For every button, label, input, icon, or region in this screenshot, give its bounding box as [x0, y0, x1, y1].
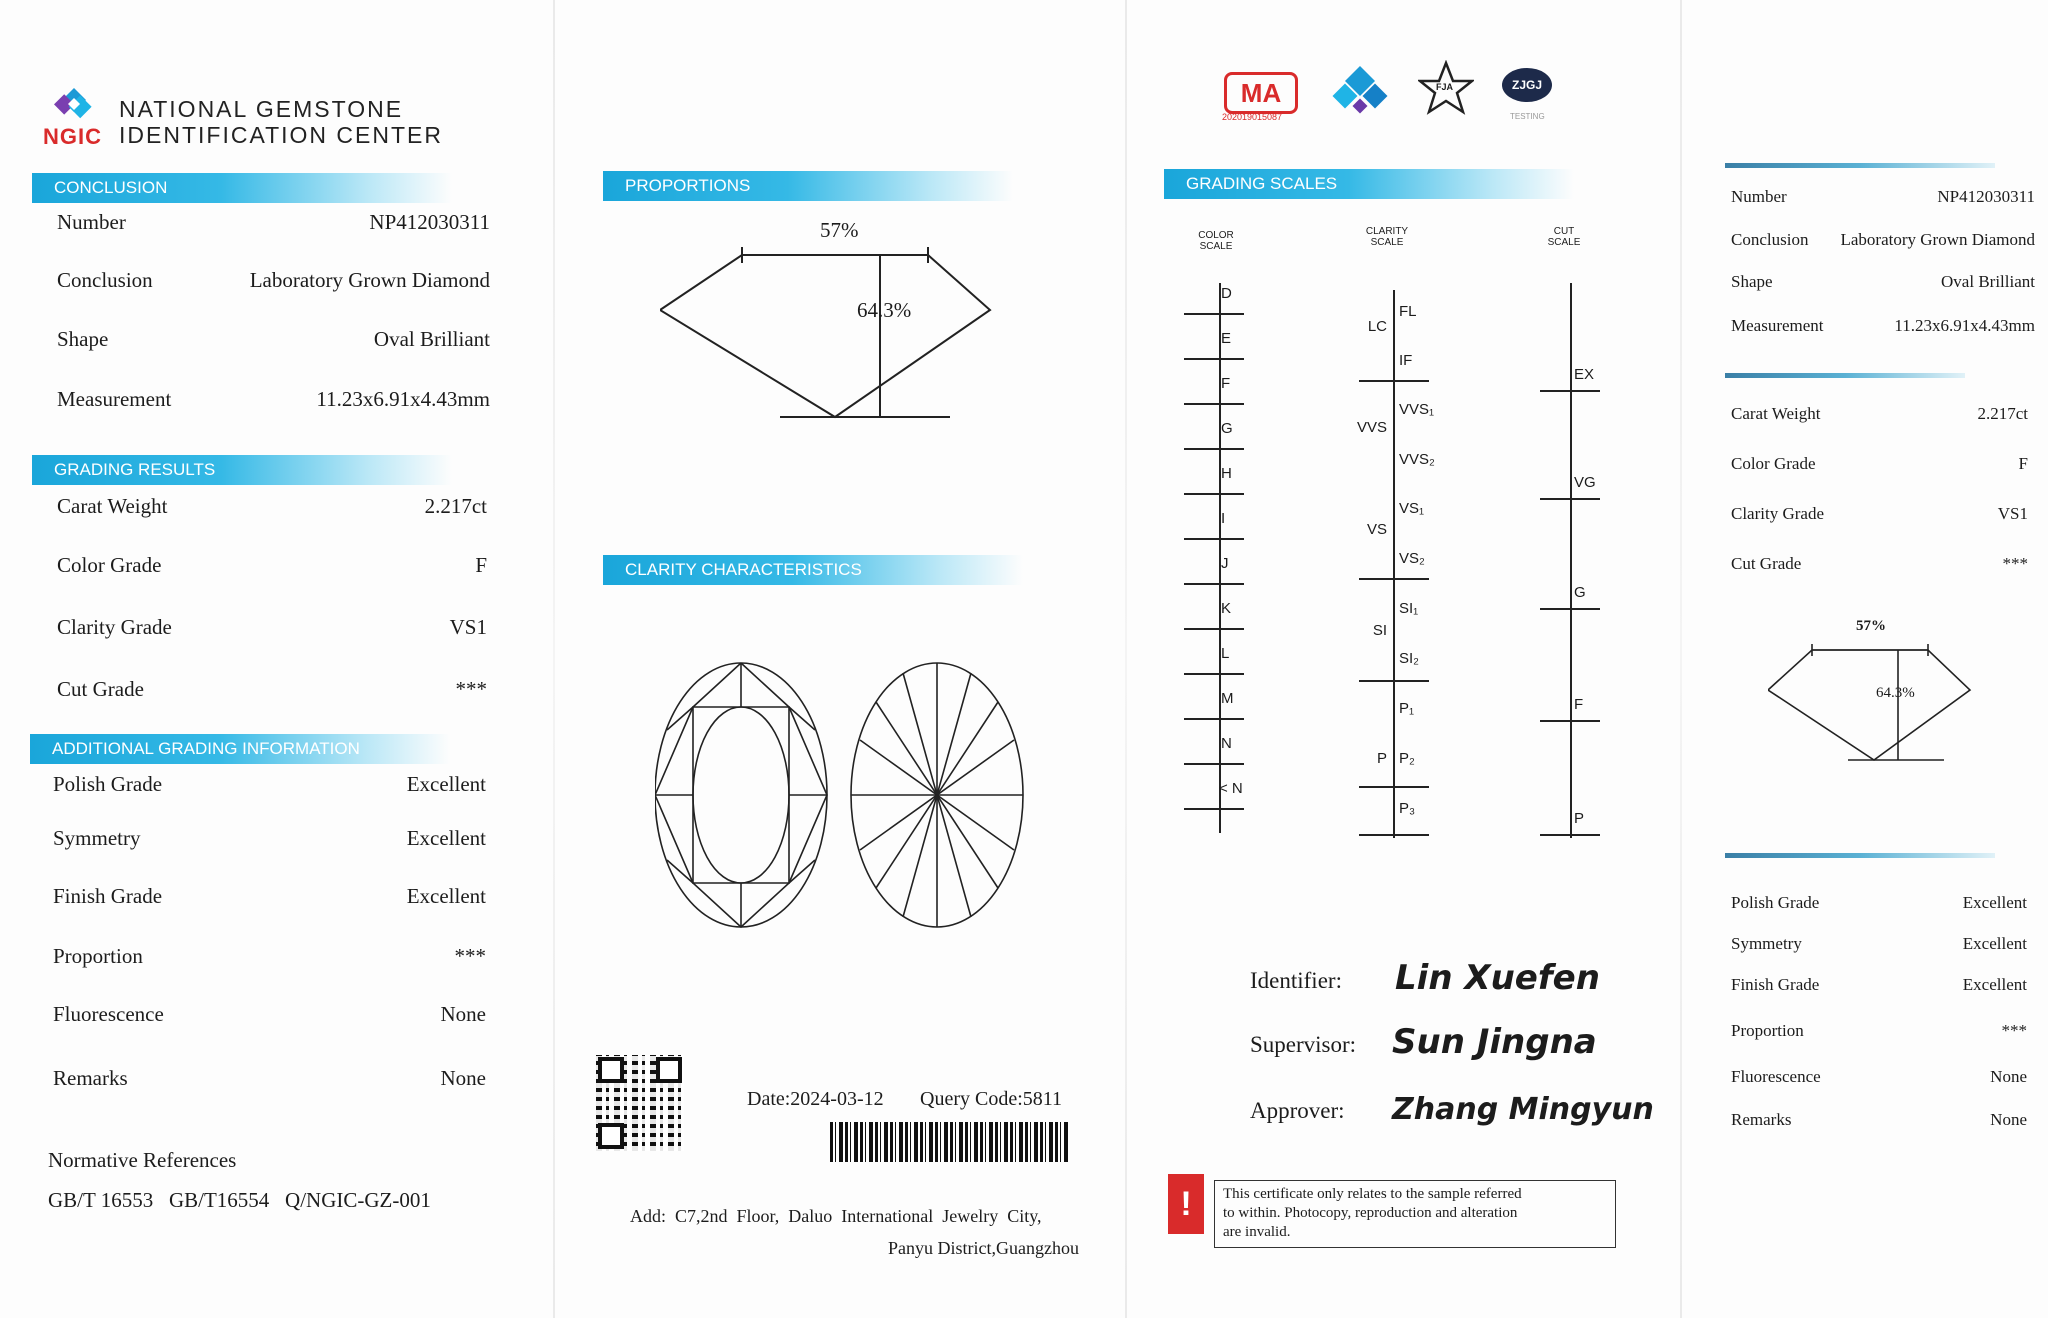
summary-row-value: *** — [2002, 554, 2028, 573]
ma-badge: MA — [1224, 72, 1298, 114]
clarity-scale-end — [1359, 834, 1429, 836]
clarity-plot-diagram — [655, 655, 1025, 935]
address-line1: Add: C7,2nd Floor, Daluo International Jewelry City, — [630, 1206, 1042, 1226]
color-grade-label: L — [1221, 645, 1230, 662]
fja-label: FJA — [1436, 82, 1454, 92]
summary-row — [1731, 1067, 2027, 1087]
summary-row-label: Color Grade — [1731, 454, 1816, 473]
additional-row — [53, 1002, 486, 1027]
clarity-grade-label: VS₂ — [1399, 550, 1425, 567]
grading-row-value: F — [475, 553, 487, 577]
color-grade-label: M — [1221, 690, 1234, 707]
additional-row — [53, 944, 486, 969]
summary-row-value: Laboratory Grown Diamond — [1840, 230, 2035, 249]
brand-name-line2: IDENTIFICATION CENTER — [119, 122, 443, 148]
clarity-grade-label: P₁ — [1399, 700, 1415, 717]
summary-row-label: Remarks — [1731, 1110, 1792, 1129]
color-grade-label: D — [1221, 285, 1232, 302]
summary-divider — [1725, 853, 1995, 858]
grading-row-value: VS1 — [449, 615, 487, 639]
summary-row-value: Excellent — [1962, 934, 2027, 953]
issue-date: Date:2024-03-12 — [747, 1088, 884, 1110]
section-header-additional: ADDITIONAL GRADING INFORMATION — [30, 734, 450, 764]
summary-table-percentage: 57% — [1856, 618, 1886, 634]
additional-row-label: Polish Grade — [53, 772, 163, 796]
additional-row — [53, 884, 486, 909]
validity-notice: This certificate only relates to the sample referred to within. Photocopy, reproduction and alteration are invalid. — [1214, 1180, 1616, 1248]
clarity-group-label: P — [1376, 750, 1387, 767]
clarity-scale-title: CLARITY SCALE — [1365, 226, 1409, 248]
grading-row-label: Color Grade — [57, 553, 162, 577]
color-grade-label: E — [1221, 330, 1232, 347]
additional-row-value: None — [440, 1066, 486, 1090]
summary-row-value: Oval Brilliant — [1941, 272, 2035, 291]
clarity-scale-axis — [1393, 290, 1395, 838]
grading-row-value: *** — [455, 677, 487, 701]
warning-icon: ! — [1168, 1174, 1204, 1234]
conclusion-row-label: Measurement — [57, 387, 172, 411]
summary-row-label: Proportion — [1731, 1021, 1804, 1040]
additional-row — [53, 826, 486, 851]
summary-row-label: Cut Grade — [1731, 554, 1802, 573]
section-header-clarity: CLARITY CHARACTERISTICS — [603, 555, 1023, 585]
supervisor-label: Supervisor: — [1250, 1032, 1357, 1057]
summary-row — [1731, 554, 2028, 574]
fold-line — [553, 0, 555, 1318]
supervisor-signature: Sun Jingna — [1392, 1022, 1597, 1062]
additional-row-value: Excellent — [406, 826, 486, 850]
clarity-group-divider — [1359, 786, 1429, 788]
identifier-label: Identifier: — [1250, 968, 1342, 993]
conclusion-row-value: Laboratory Grown Diamond — [249, 268, 490, 292]
barcode — [830, 1122, 1070, 1162]
summary-row-label: Measurement — [1731, 316, 1824, 335]
additional-row-label: Remarks — [53, 1066, 128, 1090]
color-scale-tick — [1184, 808, 1244, 810]
color-scale-tick — [1184, 628, 1244, 630]
summary-row-value: None — [1990, 1110, 2027, 1129]
normative-refs: GB/T 16553 GB/T16554 Q/NGIC-GZ-001 — [48, 1188, 431, 1212]
color-grade-label: I — [1221, 510, 1226, 527]
summary-row-value: 2.217ct — [1977, 404, 2028, 423]
conclusion-row-value: Oval Brilliant — [373, 327, 490, 351]
approver-signature: Zhang Mingyun — [1392, 1092, 1654, 1127]
table-percentage: 57% — [820, 218, 859, 242]
summary-row-value: Excellent — [1962, 975, 2027, 994]
query-code: Query Code:5811 — [920, 1088, 1063, 1110]
clarity-grade-label: VVS₁ — [1399, 401, 1435, 418]
ngic-badge-icon — [1330, 65, 1390, 117]
summary-row-label: Conclusion — [1731, 230, 1809, 249]
section-header-proportions: PROPORTIONS — [603, 171, 1013, 201]
color-grade-label: < N — [1219, 780, 1243, 797]
color-scale-tick — [1184, 673, 1244, 675]
color-grade-label: H — [1221, 465, 1232, 482]
ngic-logo-text: NGIC — [43, 124, 102, 149]
summary-row — [1731, 316, 2035, 336]
summary-row — [1731, 975, 2027, 995]
summary-row-label: Shape — [1731, 272, 1773, 291]
additional-row-label: Finish Grade — [53, 884, 163, 908]
additional-row-label: Proportion — [53, 944, 143, 968]
color-scale-title: COLOR SCALE — [1198, 230, 1234, 252]
clarity-group-divider — [1359, 680, 1429, 682]
summary-row — [1731, 272, 2035, 292]
zjgj-badge: ZJGJ — [1502, 68, 1552, 102]
additional-row — [53, 772, 486, 797]
grading-row-label: Cut Grade — [57, 677, 144, 701]
clarity-grade-label: P₃ — [1399, 800, 1416, 817]
summary-row — [1731, 504, 2028, 524]
section-header-conclusion: CONCLUSION — [32, 173, 452, 203]
cut-grade-label: P — [1574, 810, 1585, 827]
color-grade-label: F — [1221, 375, 1231, 392]
conclusion-row-label: Conclusion — [57, 268, 153, 292]
ma-number: 202019015087 — [1222, 112, 1283, 122]
summary-row-value: None — [1990, 1067, 2027, 1086]
summary-row-label: Number — [1731, 187, 1787, 206]
summary-row-label: Carat Weight — [1731, 404, 1821, 423]
color-scale-tick — [1184, 403, 1244, 405]
color-scale-tick — [1184, 583, 1244, 585]
conclusion-row — [57, 327, 490, 352]
grading-row — [57, 615, 487, 640]
summary-row-value: NP412030311 — [1937, 187, 2035, 206]
color-grade-label: N — [1221, 735, 1232, 752]
proportions-diagram — [660, 225, 1000, 425]
conclusion-row — [57, 387, 490, 412]
color-grade-label: J — [1221, 555, 1229, 572]
conclusion-row — [57, 268, 490, 293]
color-scale-tick — [1184, 448, 1244, 450]
approver-label: Approver: — [1250, 1098, 1345, 1123]
color-scale-tick — [1184, 358, 1244, 360]
additional-row-value: Excellent — [406, 884, 486, 908]
fold-line — [1680, 0, 1682, 1318]
clarity-grade-label: VS₁ — [1399, 500, 1425, 517]
cut-scale-tick — [1540, 498, 1600, 500]
summary-row — [1731, 404, 2028, 424]
ngic-logo-icon — [50, 88, 98, 128]
summary-divider — [1725, 373, 1965, 378]
summary-row — [1731, 230, 2035, 250]
clarity-grade-label: FL — [1399, 303, 1417, 320]
clarity-grade-label: SI₂ — [1399, 650, 1419, 667]
fold-line — [1125, 0, 1127, 1318]
qr-code — [596, 1055, 684, 1151]
summary-row — [1731, 1110, 2027, 1130]
summary-proportions-diagram — [1768, 640, 1973, 765]
conclusion-row-value: NP412030311 — [369, 210, 490, 234]
color-scale-tick — [1184, 313, 1244, 315]
color-scale-tick — [1184, 538, 1244, 540]
section-header-grading-results: GRADING RESULTS — [32, 455, 452, 485]
clarity-group-label: VS — [1366, 521, 1387, 538]
summary-row-value: Excellent — [1962, 893, 2027, 912]
summary-row — [1731, 893, 2027, 913]
cut-scale-tick — [1540, 720, 1600, 722]
clarity-group-label: VVS — [1356, 419, 1387, 436]
cut-grade-label: VG — [1574, 474, 1596, 491]
cut-grade-label: F — [1574, 696, 1584, 713]
depth-percentage: 64.3% — [857, 298, 912, 322]
conclusion-row — [57, 210, 490, 235]
grading-row — [57, 677, 487, 702]
summary-row-value: VS1 — [1997, 504, 2028, 523]
summary-row-label: Clarity Grade — [1731, 504, 1824, 523]
additional-row-value: Excellent — [406, 772, 486, 796]
section-header-grading-scales: GRADING SCALES — [1164, 169, 1574, 199]
color-scale-tick — [1184, 718, 1244, 720]
color-scale-tick — [1184, 763, 1244, 765]
summary-row — [1731, 454, 2028, 474]
grading-row — [57, 494, 487, 519]
additional-row-value: None — [440, 1002, 486, 1026]
summary-row — [1731, 187, 2035, 207]
cut-scale-axis — [1570, 283, 1572, 838]
summary-depth-percentage: 64.3% — [1876, 685, 1915, 701]
brand-name-line1: NATIONAL GEMSTONE — [119, 96, 404, 122]
cut-scale-title: CUT SCALE — [1547, 226, 1581, 248]
summary-row-value: 11.23x6.91x4.43mm — [1894, 316, 2035, 335]
conclusion-row-label: Number — [57, 210, 126, 234]
identifier-signature: Lin Xuefen — [1395, 958, 1600, 998]
clarity-grade-label: VVS₂ — [1399, 451, 1435, 468]
clarity-grade-label: IF — [1399, 352, 1413, 369]
grading-row-label: Carat Weight — [57, 494, 168, 518]
clarity-group-divider — [1359, 380, 1429, 382]
grading-row-value: 2.217ct — [424, 494, 487, 518]
cut-scale-tick — [1540, 390, 1600, 392]
conclusion-row-value: 11.23x6.91x4.43mm — [316, 387, 490, 411]
grading-row-label: Clarity Grade — [57, 615, 172, 639]
conclusion-row-label: Shape — [57, 327, 109, 351]
normative-title: Normative References — [48, 1148, 237, 1172]
summary-divider — [1725, 163, 1995, 168]
summary-row-label: Polish Grade — [1731, 893, 1820, 912]
summary-row — [1731, 934, 2027, 954]
address-line2: Panyu District,Guangzhou — [888, 1238, 1079, 1258]
color-scale-tick — [1184, 493, 1244, 495]
summary-row-label: Symmetry — [1731, 934, 1802, 953]
color-grade-label: G — [1221, 420, 1233, 437]
clarity-group-divider — [1359, 578, 1429, 580]
cut-grade-label: EX — [1574, 366, 1595, 383]
summary-row-label: Fluorescence — [1731, 1067, 1821, 1086]
clarity-grade-label: P₂ — [1399, 750, 1415, 767]
color-grade-label: K — [1221, 600, 1232, 617]
summary-row-value: *** — [2001, 1021, 2027, 1040]
clarity-group-label: SI — [1372, 622, 1387, 639]
summary-row-value: F — [2018, 454, 2028, 473]
cut-scale-tick — [1540, 834, 1600, 836]
summary-row — [1731, 1021, 2027, 1041]
summary-row-label: Finish Grade — [1731, 975, 1820, 994]
cut-scale-tick — [1540, 608, 1600, 610]
clarity-grade-label: SI₁ — [1399, 600, 1419, 617]
testing-label: TESTING — [1510, 112, 1545, 121]
additional-row — [53, 1066, 486, 1091]
clarity-group-label: LC — [1367, 318, 1387, 335]
additional-row-label: Fluorescence — [53, 1002, 164, 1026]
additional-row-label: Symmetry — [53, 826, 141, 850]
grading-row — [57, 553, 487, 578]
additional-row-value: *** — [454, 944, 486, 968]
cut-grade-label: G — [1574, 584, 1586, 601]
